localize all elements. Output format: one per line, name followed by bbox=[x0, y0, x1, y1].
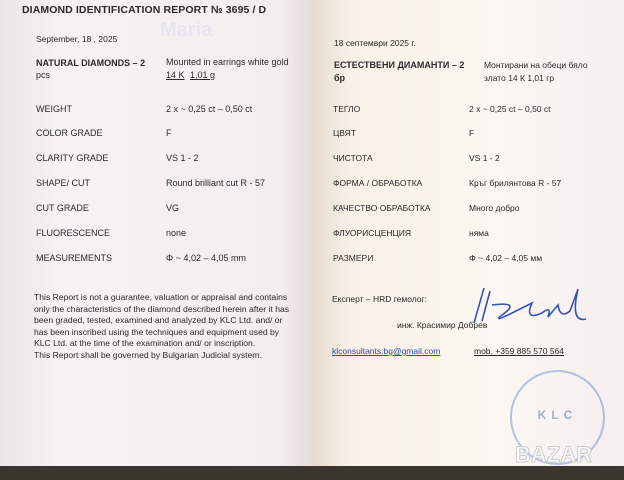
field-label: КАЧЕСТВО ОБРАБОТКА bbox=[333, 203, 431, 213]
disclaimer-line: This Report is not a guarantee, valuation or appraisal and contains bbox=[34, 292, 288, 302]
field-label: ЦВЯТ bbox=[333, 128, 357, 138]
field-value: none bbox=[166, 228, 187, 238]
expert-name: инж. Красимир Добрев bbox=[397, 320, 488, 330]
stamp-text: KLC bbox=[537, 408, 578, 422]
field-label: FLUORESCENCE bbox=[36, 228, 111, 238]
watermark: Maria bbox=[160, 19, 213, 41]
disclaimer-line: been graded, tested, examined and analyzed by KLC Ltd. and/ or bbox=[34, 315, 283, 326]
phone: mob. +359 885 570 564 bbox=[474, 346, 565, 356]
field-value: Round brilliant cut R - 57 bbox=[166, 178, 266, 188]
email-link[interactable]: klconsultants.bg@gmail.com bbox=[332, 346, 441, 356]
field-value: Φ ~ 4,02 – 4,05 мм bbox=[469, 253, 543, 263]
item-unit: pcs bbox=[36, 70, 51, 80]
field-label: SHAPE/ CUT bbox=[36, 178, 91, 188]
field-label: CLARITY GRADE bbox=[36, 153, 109, 163]
field-value: F bbox=[166, 128, 172, 138]
field-label: ФОРМА / ОБРАБОТКА bbox=[333, 178, 423, 188]
field-value: VS 1 - 2 bbox=[166, 153, 199, 163]
field-label: РАЗМЕРИ bbox=[333, 253, 374, 263]
report-date-bg: 18 септември 2025 г. bbox=[334, 38, 416, 48]
field-label: ТЕГЛО bbox=[333, 104, 361, 114]
field-label: MEASUREMENTS bbox=[36, 253, 113, 263]
report-date: September, 18 , 2025 bbox=[36, 34, 118, 44]
disclaimer bbox=[34, 292, 298, 362]
disclaimer-line: This Report shall be governed by Bulgarian Judicial system. bbox=[34, 349, 262, 360]
item-description: Mounted in earrings white gold bbox=[166, 57, 289, 67]
item-karat: 14 K bbox=[166, 70, 185, 80]
left-page bbox=[0, 0, 312, 466]
disclaimer-line: only the characteristics of the diamond described herein after it has bbox=[34, 303, 290, 314]
item-description-bg: Монтирани на обеци бяло bbox=[484, 60, 588, 70]
item-label: NATURAL DIAMONDS – 2 bbox=[36, 58, 146, 68]
item-weight: 1,01 g bbox=[190, 70, 216, 80]
signature bbox=[462, 283, 602, 328]
field-label: ЧИСТОТА bbox=[333, 153, 373, 163]
field-label: ФЛУОРИСЦЕНЦИЯ bbox=[333, 228, 412, 238]
field-value: 2 x ~ 0,25 ct – 0,50 ct bbox=[469, 104, 551, 114]
field-label: CUT GRADE bbox=[36, 203, 89, 213]
field-value: VS 1 - 2 bbox=[469, 153, 500, 163]
field-value: Много добро bbox=[469, 203, 520, 213]
field-value: Кръг брилянтова R - 57 bbox=[469, 178, 562, 188]
report-title: DIAMOND IDENTIFICATION REPORT № 3695 / D bbox=[22, 4, 267, 16]
field-value: VG bbox=[166, 203, 180, 213]
bazar-watermark: BAZAR bbox=[515, 442, 592, 467]
expert-label: Експерт – HRD гемолог: bbox=[332, 294, 427, 304]
item-label-bg: ЕСТЕСТВЕНИ ДИАМАНТИ – 2 bbox=[334, 60, 465, 70]
item-description-bg-2: злато 14 К 1,01 гр bbox=[484, 73, 555, 83]
disclaimer-line: KLC Ltd. at the time of the examination and/ or inscription. bbox=[34, 338, 256, 349]
field-value: 2 x ~ 0,25 ct – 0,50 ct bbox=[166, 104, 253, 114]
field-label: COLOR GRADE bbox=[36, 128, 103, 138]
field-value: F bbox=[469, 128, 475, 138]
disclaimer-line: has been inscribed using the techniques and equipment used by bbox=[34, 326, 280, 337]
field-value: Φ ~ 4,02 – 4,05 mm bbox=[166, 253, 246, 263]
item-unit-bg: бр bbox=[334, 73, 346, 83]
field-label: WEIGHT bbox=[36, 104, 72, 114]
field-value: няма bbox=[469, 228, 489, 238]
